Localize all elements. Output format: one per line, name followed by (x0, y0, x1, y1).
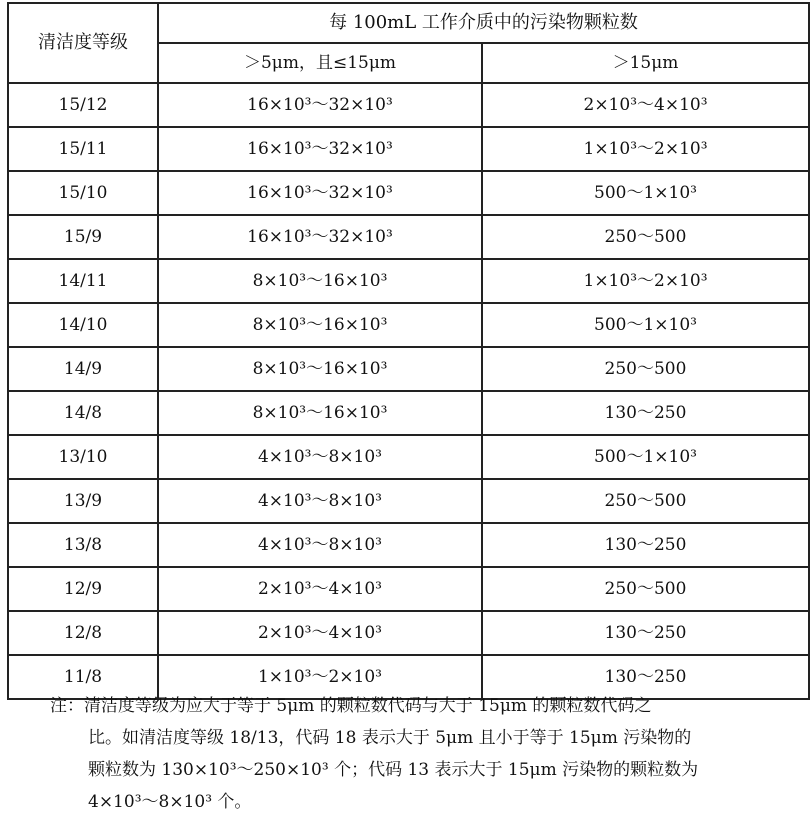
count-5to15um-cell: 16×10³～32×10³ (158, 127, 482, 171)
count-5to15um-cell: 4×10³～8×10³ (158, 479, 482, 523)
table-row (8, 83, 809, 127)
table-row (8, 215, 809, 259)
count-over15um-cell: 130～250 (482, 655, 809, 699)
count-5to15um-cell: 2×10³～4×10³ (158, 611, 482, 655)
grade-cell: 13/9 (8, 479, 158, 523)
grade-cell: 15/11 (8, 127, 158, 171)
note-line-1: 注：清洁度等级为应大于等于 5μm 的颗粒数代码与大于 15μm 的颗粒数代码之 (50, 696, 652, 716)
table-row (8, 171, 809, 215)
count-over15um-cell: 500～1×10³ (482, 303, 809, 347)
count-5to15um-cell: 8×10³～16×10³ (158, 391, 482, 435)
count-over15um-cell: 250～500 (482, 347, 809, 391)
grade-cell: 12/9 (8, 567, 158, 611)
count-5to15um-cell: 8×10³～16×10³ (158, 303, 482, 347)
header-row-1 (8, 3, 809, 43)
grade-cell: 13/8 (8, 523, 158, 567)
table-row (8, 259, 809, 303)
count-over15um-cell: 250～500 (482, 567, 809, 611)
note-line-3: 颗粒数为 130×10³～250×10³ 个；代码 13 表示大于 15μm 污染物的颗粒数为 (88, 760, 699, 780)
grade-cell: 15/10 (8, 171, 158, 215)
table-row (8, 435, 809, 479)
table-row (8, 347, 809, 391)
grade-cell: 14/10 (8, 303, 158, 347)
grade-header: 清洁度等级 (8, 3, 158, 83)
count-over15um-cell: 2×10³～4×10³ (482, 83, 809, 127)
count-5to15um-cell: 1×10³～2×10³ (158, 655, 482, 699)
count-5to15um-cell: 16×10³～32×10³ (158, 171, 482, 215)
grade-cell: 14/11 (8, 259, 158, 303)
count-5to15um-cell: 16×10³～32×10³ (158, 83, 482, 127)
count-over15um-cell: 250～500 (482, 479, 809, 523)
table-row (8, 611, 809, 655)
col-5to15um-header: ＞5μm，且≤15μm (158, 43, 482, 83)
particle-count-header: 每 100mL 工作介质中的污染物颗粒数 (158, 3, 809, 43)
count-5to15um-cell: 4×10³～8×10³ (158, 435, 482, 479)
grade-cell: 14/8 (8, 391, 158, 435)
table-row (8, 391, 809, 435)
count-over15um-cell: 130～250 (482, 523, 809, 567)
grade-cell: 14/9 (8, 347, 158, 391)
table-row (8, 479, 809, 523)
cleanliness-table (7, 2, 810, 700)
count-over15um-cell: 500～1×10³ (482, 435, 809, 479)
table-row (8, 523, 809, 567)
count-5to15um-cell: 4×10³～8×10³ (158, 523, 482, 567)
count-over15um-cell: 250～500 (482, 215, 809, 259)
col-over15um-header: ＞15μm (482, 43, 809, 83)
count-5to15um-cell: 16×10³～32×10³ (158, 215, 482, 259)
grade-cell: 15/9 (8, 215, 158, 259)
grade-cell: 11/8 (8, 655, 158, 699)
table-row (8, 127, 809, 171)
grade-cell: 15/12 (8, 83, 158, 127)
grade-cell: 13/10 (8, 435, 158, 479)
count-over15um-cell: 130～250 (482, 611, 809, 655)
count-over15um-cell: 130～250 (482, 391, 809, 435)
table-row (8, 303, 809, 347)
count-5to15um-cell: 8×10³～16×10³ (158, 347, 482, 391)
count-over15um-cell: 1×10³～2×10³ (482, 127, 809, 171)
count-5to15um-cell: 8×10³～16×10³ (158, 259, 482, 303)
count-5to15um-cell: 2×10³～4×10³ (158, 567, 482, 611)
table-row (8, 567, 809, 611)
count-over15um-cell: 1×10³～2×10³ (482, 259, 809, 303)
grade-cell: 12/8 (8, 611, 158, 655)
count-over15um-cell: 500～1×10³ (482, 171, 809, 215)
table-body (8, 3, 809, 699)
note-line-4: 4×10³～8×10³ 个。 (88, 792, 252, 812)
table-note (50, 690, 805, 818)
note-line-2: 比。如清洁度等级 18/13，代码 18 表示大于 5μm 且小于等于 15μm 污染物的 (88, 728, 692, 748)
